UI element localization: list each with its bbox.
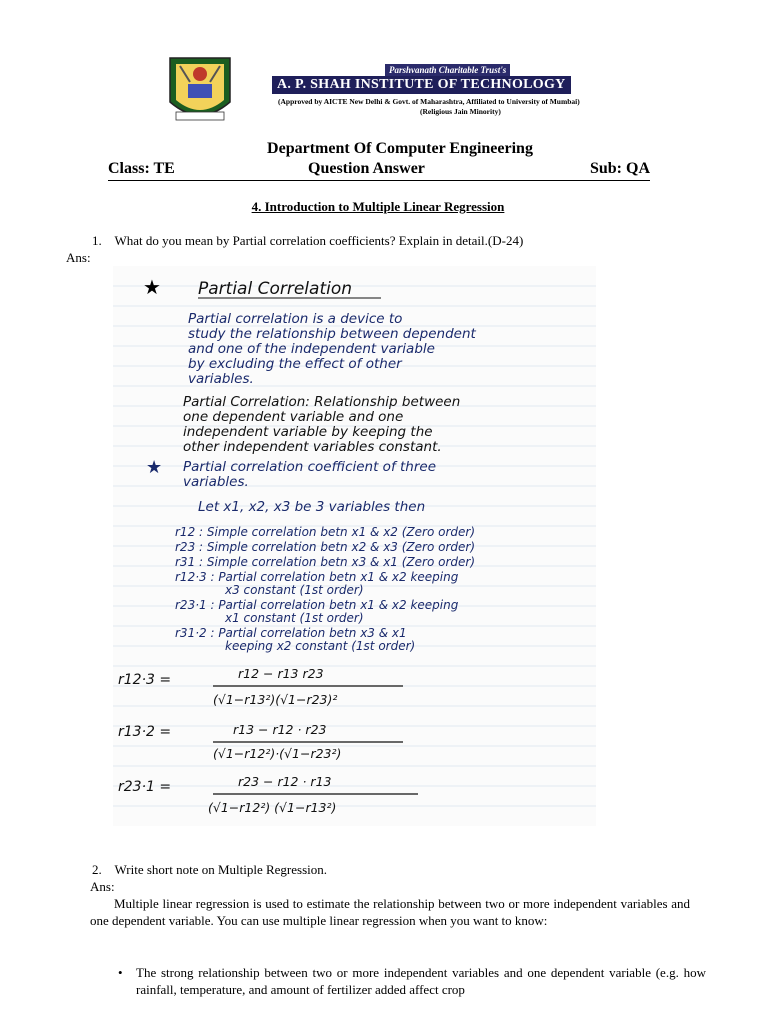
formula-denominator: (√1−r12²) (√1−r13²) (208, 800, 337, 815)
bullet-text: The strong relationship between two or more independent variables and one dependent variable (e.g. how rainfall, temperature, and amount of fertilizer added affect crop (136, 965, 706, 997)
trust-name: Parshvanath Charitable Trust's (385, 64, 510, 76)
question-number: 1. (92, 233, 102, 248)
note-line: r12·3 : Partial correlation betn x1 & x2 keeping (175, 570, 459, 584)
note-line: and one of the independent variable (188, 341, 435, 357)
note-line: other independent variables constant. (183, 439, 442, 455)
formula-lhs: r23·1 = (118, 779, 172, 795)
answer-paragraph (90, 895, 690, 929)
formula-denominator: (√1−r12²)·(√1−r23²) (213, 746, 342, 761)
note-line: Partial correlation coefficient of three (183, 459, 436, 475)
bullet-icon: • (118, 965, 123, 980)
note-line: Partial Correlation: Relationship between (183, 394, 461, 410)
note-line: Partial correlation is a device to (188, 311, 403, 327)
class-row (108, 160, 650, 181)
doc-type: Question Answer (308, 160, 425, 177)
institute-logo (160, 52, 240, 130)
formula-denominator: (√1−r13²)(√1−r23)² (213, 692, 338, 707)
answer-label: Ans: (66, 250, 91, 265)
handwritten-notes-image (113, 266, 596, 826)
formula-lhs: r13·2 = (118, 724, 172, 740)
institute-header (160, 52, 610, 130)
note-line: independent variable by keeping the (183, 424, 433, 440)
subject-label: Sub: QA (589, 160, 650, 177)
bullet-item (118, 964, 706, 998)
note-line: r12 : Simple correlation betn x1 & x2 (Zero order) (175, 525, 476, 539)
note-line: x1 constant (1st order) (225, 611, 364, 625)
formula-numerator: r23 − r12 · r13 (238, 774, 332, 789)
note-line: Let x1, x2, x3 be 3 variables then (198, 499, 426, 515)
note-line: one dependent variable and one (183, 409, 404, 425)
question-text: What do you mean by Partial correlation coefficients? Explain in detail.(D-24) (114, 233, 524, 248)
star-icon: ★ (146, 457, 163, 478)
answer-label: Ans: (90, 879, 115, 894)
star-icon: ★ (143, 275, 161, 299)
formula-lhs: r12·3 = (118, 672, 172, 688)
notes-heading: Partial Correlation (198, 279, 353, 299)
note-line: study the relationship between dependent (188, 326, 476, 342)
note-line: r31·2 : Partial correlation betn x3 & x1 (175, 626, 407, 640)
question-number: 2. (92, 862, 102, 877)
note-line: keeping x2 constant (1st order) (225, 639, 416, 653)
formula-numerator: r12 − r13 r23 (238, 666, 324, 681)
question-2 (92, 862, 327, 878)
note-line: x3 constant (1st order) (225, 583, 364, 597)
minority-text: (Religious Jain Minority) (420, 107, 501, 116)
answer-text: Multiple linear regression is used to estimate the relationship between two or more independent variables and one dependent variable. You can use multiple linear regression when you want to know: (90, 896, 690, 928)
note-line: r31 : Simple correlation betn x3 & x1 (Zero order) (175, 555, 476, 569)
institute-name: A. P. SHAH INSTITUTE OF TECHNOLOGY (272, 76, 571, 94)
formula-numerator: r13 − r12 · r23 (233, 722, 327, 737)
question-1 (92, 233, 523, 249)
class-label: Class: TE (108, 160, 175, 177)
note-line: by excluding the effect of other (188, 356, 402, 372)
approval-text: (Approved by AICTE New Delhi & Govt. of Maharashtra, Affiliated to University of Mumbai) (278, 97, 580, 106)
note-line: r23 : Simple correlation betn x2 & x3 (Zero order) (175, 540, 476, 554)
note-line: variables. (183, 474, 249, 490)
note-line: r23·1 : Partial correlation betn x1 & x2 keeping (175, 598, 459, 612)
note-line: variables. (188, 371, 254, 387)
unit-title: 4. Introduction to Multiple Linear Regression (251, 199, 505, 214)
department-title: Department Of Computer Engineering (267, 140, 533, 157)
question-text: Write short note on Multiple Regression. (114, 862, 328, 877)
